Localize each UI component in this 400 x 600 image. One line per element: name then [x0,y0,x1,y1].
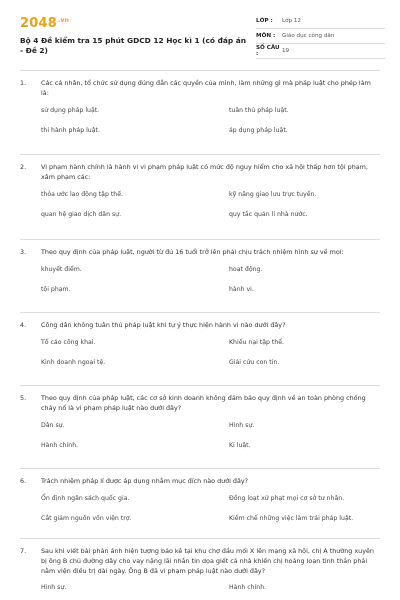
answer-option[interactable]: hành vi. [229,286,254,293]
meta-row-count [256,44,385,59]
question-text: Theo quy định của pháp luật, các cơ sở kinh doanh không đảm bảo quy định về an toàn phòng chống cháy nổ là vi phạm pháp luật nào dưới đây? [41,394,366,412]
question-number: 5. [20,394,27,402]
answer-option[interactable]: Hình sự. [229,422,255,429]
answer-option[interactable]: Cắt giảm nguồn vốn viện trợ. [41,515,132,522]
answer-grid [41,494,380,523]
answer-grid [41,106,380,135]
answer-grid [41,338,380,367]
question-5 [20,385,380,450]
question-text: Theo quy định của pháp luật, người từ đủ 16 tuổi trở lên phải chịu trách nhiệm hình sự về mọi: [41,248,344,256]
answer-grid [41,265,380,294]
question-1 [20,70,380,135]
meta-key: SỐ CÂU : [256,45,280,57]
question-text: Công dân không tuân thủ pháp luật khi tự ý thực hiện hành vi nào dưới đây? [41,321,286,329]
meta-value: 19 [282,48,290,54]
answer-option[interactable]: thi hành pháp luật. [41,127,100,134]
answer-grid [41,583,380,592]
answer-option[interactable]: tuân thủ pháp luật. [229,107,289,114]
answer-option[interactable]: Hành chính. [229,584,267,591]
answer-option[interactable]: kỹ năng giao lưu trực tuyến. [229,191,317,198]
question-3 [20,239,380,294]
answer-option[interactable]: Tố cáo công khai. [41,339,96,346]
question-2 [20,154,380,219]
question-number: 1. [20,79,27,87]
question-7 [20,538,380,592]
site-logo[interactable] [20,16,69,31]
answer-option[interactable]: hoạt động. [229,266,263,273]
question-6 [20,468,380,523]
logo-text: 2048 [20,16,57,31]
answer-option[interactable]: thỏa ước lao động tập thể. [41,191,123,198]
answer-option[interactable]: Hành chính. [41,442,79,449]
answer-option[interactable]: sử dụng pháp luật. [41,107,100,114]
meta-value: Giáo dục công dân [282,33,335,39]
answer-option[interactable]: Giải cứu con tin. [229,359,280,366]
answer-option[interactable]: quy tắc quản lí nhà nước. [229,211,308,218]
answer-option[interactable]: Kỉ luật. [229,442,251,449]
meta-value: Lớp 12 [282,18,301,24]
question-number: 6. [20,477,27,485]
meta-table [256,14,385,59]
logo-suffix: .vn [57,16,70,24]
question-4 [20,312,380,367]
answer-grid [41,190,380,219]
meta-row-subject [256,29,385,44]
question-number: 7. [20,547,27,555]
answer-option[interactable]: áp dụng pháp luật. [229,127,288,134]
meta-key: LỚP : [256,18,273,24]
meta-key: MÔN : [256,33,276,39]
question-text: Các cá nhân, tổ chức sử dụng đúng đắn các quyền của mình, làm những gì mà pháp luật cho phép làm là: [41,79,371,97]
document-header [20,14,385,60]
question-number: 4. [20,321,27,329]
answer-grid [41,421,380,450]
answer-option[interactable]: Đồng loạt xử phạt mọi cơ sở tư nhân. [229,495,345,502]
answer-option[interactable]: quan hệ giao dịch dân sự. [41,211,122,218]
answer-option[interactable]: tội phạm. [41,286,71,293]
document-title: Bộ 4 Đề kiểm tra 15 phút GDCD 12 Học kì 1 (có đáp án - Đề 2) [20,36,246,55]
answer-option[interactable]: Dân sự. [41,422,65,429]
answer-option[interactable]: Khiếu nại tập thể. [229,339,285,346]
answer-option[interactable]: Kiềm chế những việc làm trái pháp luật. [229,515,354,522]
question-text: Trách nhiệm pháp lí được áp dụng nhằm mục đích nào dưới đây? [41,477,249,485]
question-text: Vi phạm hành chính là hành vi vi phạm pháp luật có mức độ nguy hiểm cho xã hội thấp hơn tội phạm, xâm phạm các: [41,163,368,181]
answer-option[interactable]: Hình sự. [41,584,67,591]
question-text: Sau khi viết bài phản ánh hiện tượng bảo kê tại khu chợ đầu mối X lên mạng xã hội, chị A thường xuyên bị ông B chủ đường dây cho vay nặng lãi nhắn tin dọa giết cả nhà khiến chị hoảng loạn tinh thần phải nằm viện điều trị dài ngày. Ông B đã vi phạm pháp luật nào dưới đây? [41,547,374,575]
meta-row-class [256,14,385,29]
question-number: 2. [20,163,27,171]
answer-option[interactable]: Ổn định ngân sách quốc gia. [41,495,130,502]
answer-option[interactable]: Kinh doanh ngoại tệ. [41,359,106,366]
answer-option[interactable]: khuyết điểm. [41,266,82,273]
question-number: 3. [20,248,27,256]
